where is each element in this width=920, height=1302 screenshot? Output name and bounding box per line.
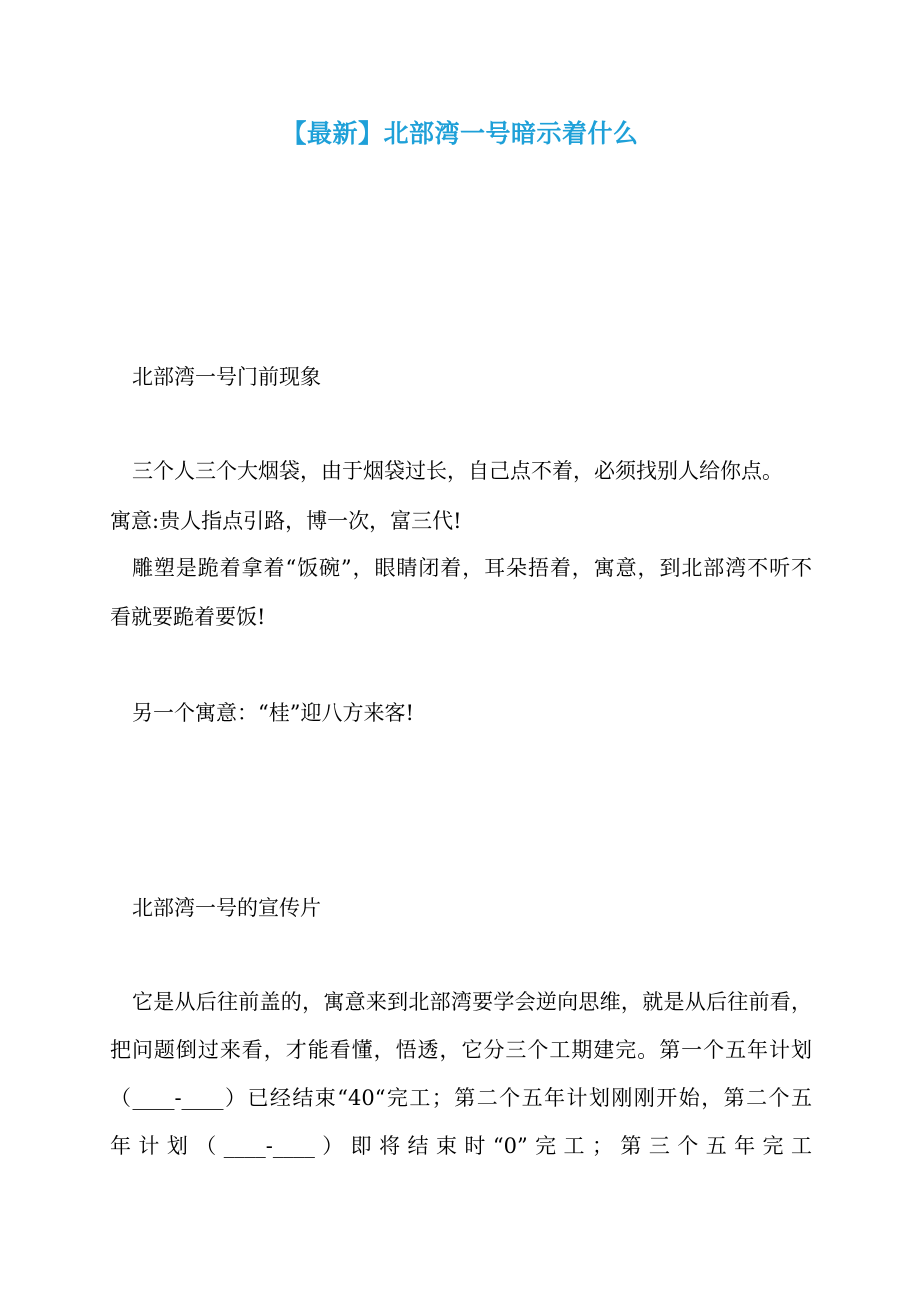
paragraph-line: 年计划（____-____）即将结束时“0”完工；第三个五年完工 (110, 1134, 812, 1158)
paragraph-line: 寓意:贵人指点引路，博一次，富三代! (110, 509, 462, 533)
paragraph-line: 另一个寓意：“桂”迎八方来客! (132, 701, 414, 725)
paragraph-line: 三个人三个大烟袋，由于烟袋过长，自己点不着，必须找别人给你点。 (132, 459, 783, 483)
document-title: 【最新】北部湾一号暗示着什么 (281, 119, 639, 148)
paragraph-line: 雕塑是跪着拿着“饭碗”，眼睛闭着，耳朵捂着，寓意，到北部湾不听不 (132, 556, 812, 580)
section-heading-promo: 北部湾一号的宣传片 (132, 896, 321, 920)
paragraph-line: 看就要跪着要饭! (110, 605, 266, 629)
paragraph-line: 它是从后往前盖的，寓意来到北部湾要学会逆向思维，就是从后往前看， (132, 990, 812, 1014)
section-heading-entrance: 北部湾一号门前现象 (132, 365, 321, 389)
paragraph-line: 把问题倒过来看，才能看懂，悟透，它分三个工期建完。第一个五年计划 (110, 1038, 812, 1062)
paragraph-line: （____-____）已经结束“40“完工；第二个五年计划刚刚开始，第二个五 (110, 1086, 812, 1110)
